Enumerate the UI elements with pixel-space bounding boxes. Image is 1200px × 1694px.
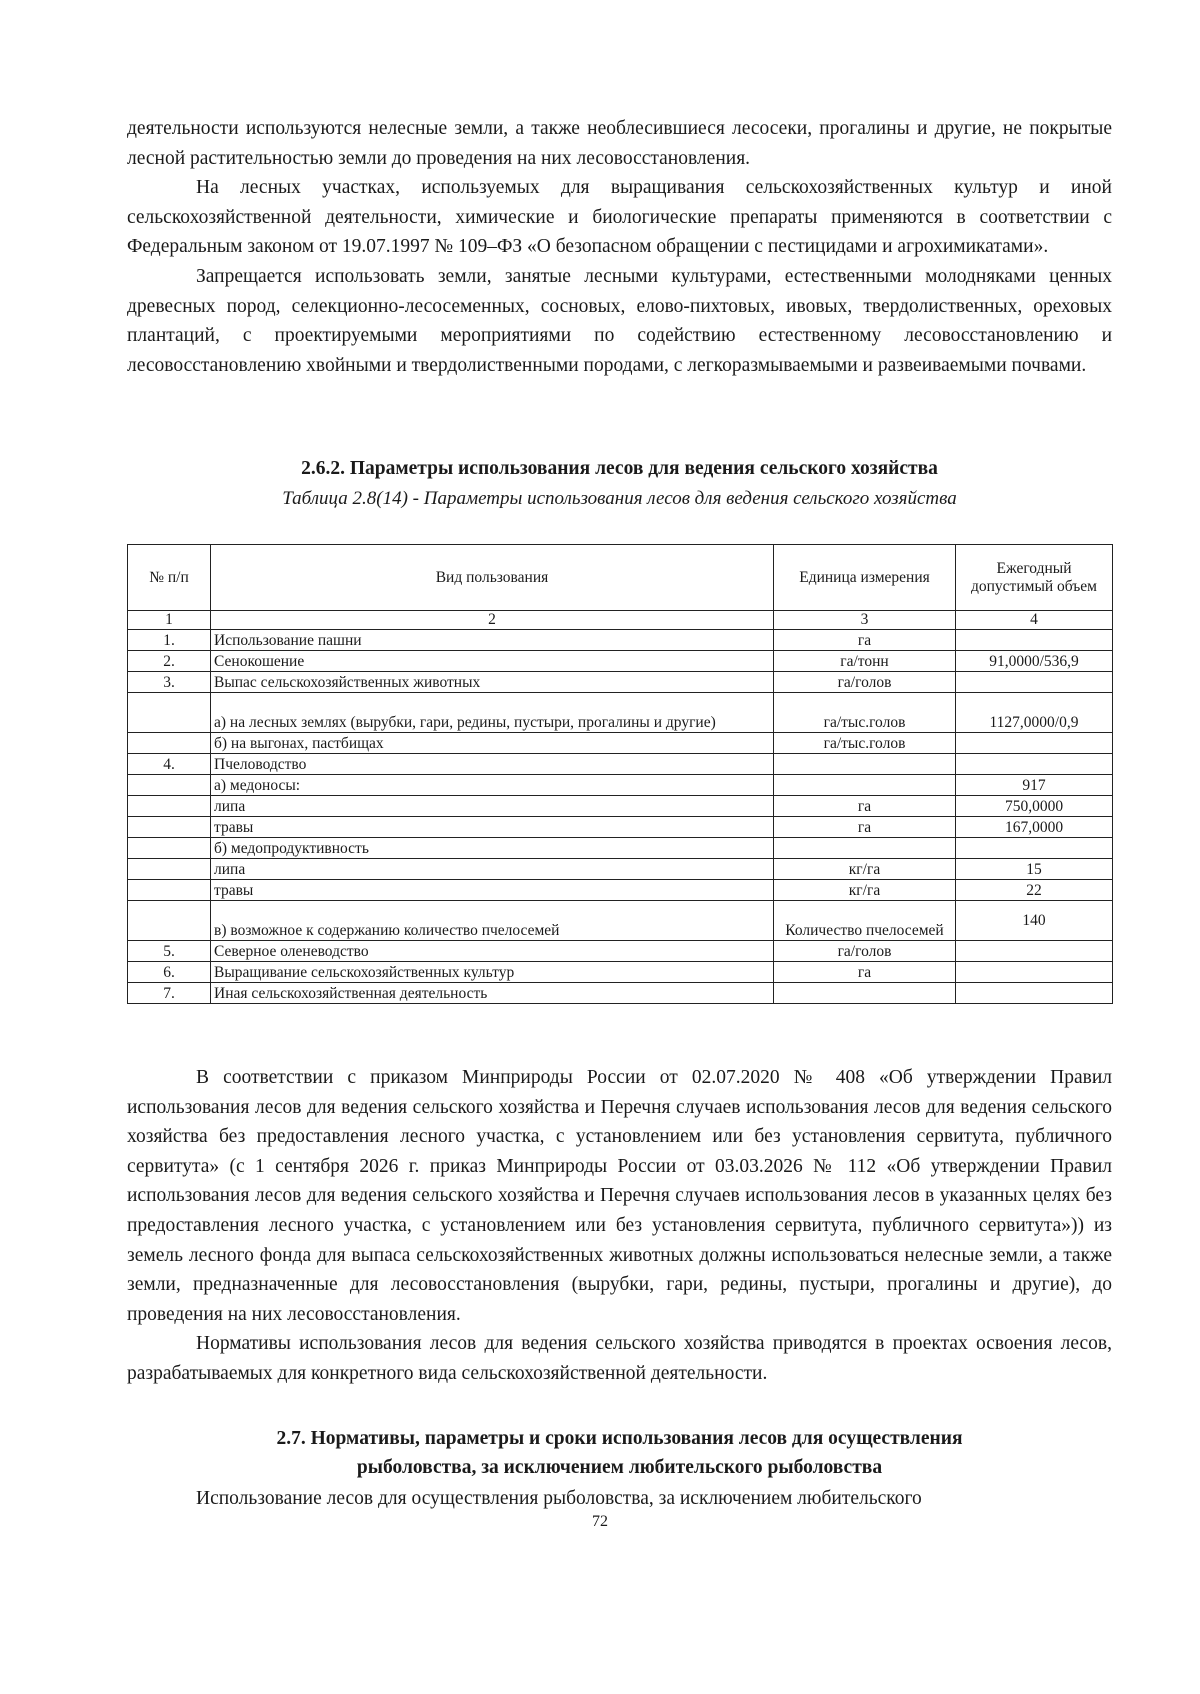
header-cell: № п/п — [128, 545, 211, 611]
unit-cell — [774, 754, 956, 775]
volume-cell — [956, 754, 1113, 775]
column-number-cell: 4 — [956, 611, 1113, 630]
header-cell: Единица измерения — [774, 545, 956, 611]
unit-cell — [774, 775, 956, 796]
table-row — [128, 983, 1113, 1004]
unit-cell: га/тонн — [774, 651, 956, 672]
volume-cell: 750,0000 — [956, 796, 1113, 817]
kind-cell: б) на выгонах, пастбищах — [211, 733, 774, 754]
volume-cell — [956, 838, 1113, 859]
table-row — [128, 796, 1113, 817]
row-number-cell — [128, 901, 211, 941]
table-row — [128, 775, 1113, 796]
table-row — [128, 880, 1113, 901]
kind-cell: липа — [211, 796, 774, 817]
paragraph: В соответствии с приказом Минприроды России от 02.07.2020 № 408 «Об утверждении Правил использования лесов для ведения сельского хозяйства и Перечня случаев использования лесов для ведения сельского хозяйства без предоставления лесного участка, с установлением или без установления сервитута, публичного сервитута» (с 1 сентября 2026 г. приказ Минприроды России от 03.03.2026 № 112 «Об утверждении Правил использования лесов для ведения сельского хозяйства и Перечня случаев использования лесов в указанных целях без предоставления лесного участка, с установлением или без установления сервитута, публичного сервитута»)) из земель лесного фонда для выпаса сельскохозяйственных животных должны использоваться нелесные земли, а также земли, предназначенные для лесовосстановления (вырубки, гари, редины, пустыри, прогалины и другие), до проведения на них лесовосстановления. — [127, 1067, 1112, 1325]
table-row — [128, 817, 1113, 838]
unit-cell: га — [774, 630, 956, 651]
volume-cell — [956, 962, 1113, 983]
kind-cell: травы — [211, 817, 774, 838]
row-number-cell: 4. — [128, 754, 211, 775]
volume-cell: 91,0000/536,9 — [956, 651, 1113, 672]
table-row — [128, 962, 1113, 983]
row-number-cell — [128, 817, 211, 838]
page-number: 72 — [592, 1513, 608, 1530]
parameters-table — [127, 544, 1113, 1004]
unit-cell: га — [774, 817, 956, 838]
kind-cell: Северное оленеводство — [211, 941, 774, 962]
volume-cell: 15 — [956, 859, 1113, 880]
paragraph-last: Использование лесов для осуществления рыболовства, за исключением любительского — [196, 1488, 922, 1509]
row-number-cell: 7. — [128, 983, 211, 1004]
table-row — [128, 859, 1113, 880]
kind-cell: липа — [211, 859, 774, 880]
table-row — [128, 838, 1113, 859]
row-number-cell: 2. — [128, 651, 211, 672]
kind-cell: Выращивание сельскохозяйственных культур — [211, 962, 774, 983]
row-number-cell — [128, 775, 211, 796]
kind-cell: а) медоносы: — [211, 775, 774, 796]
table-header-row — [128, 545, 1113, 611]
volume-cell — [956, 983, 1113, 1004]
kind-cell: Иная сельскохозяйственная деятельность — [211, 983, 774, 1004]
kind-cell: Использование пашни — [211, 630, 774, 651]
heading-line: 2.7. Нормативы, параметры и сроки использования лесов для осуществления — [276, 1428, 963, 1449]
table-row — [128, 901, 1113, 941]
unit-cell — [774, 838, 956, 859]
kind-cell: травы — [211, 880, 774, 901]
header-cell: Вид пользования — [211, 545, 774, 611]
table-row — [128, 941, 1113, 962]
unit-cell: кг/га — [774, 880, 956, 901]
volume-cell — [956, 672, 1113, 693]
table-row — [128, 693, 1113, 733]
heading-line: рыболовства, за исключением любительского рыболовства — [356, 1457, 883, 1478]
paragraph: Запрещается использовать земли, занятые лесными культурами, естественными молодняками ценных древесных пород, селекционно-лесосеменных, сосновых, елово-пихтовых, ивовых, твердолиственных, ореховых плантаций, с проектируемыми мероприятиями по содействию естественному лесовосстановлению и лесовосстановлению хвойными и твердолиственными породами, с легкоразмываемыми и развеиваемыми почвами. — [127, 265, 1112, 376]
volume-cell: 1127,0000/0,9 — [956, 693, 1113, 733]
header-cell: Ежегодный допустимый объем — [956, 545, 1113, 611]
kind-cell: а) на лесных землях (вырубки, гари, редины, пустыри, прогалины и другие) — [211, 693, 774, 733]
volume-cell: 22 — [956, 880, 1113, 901]
column-number-row — [128, 611, 1113, 630]
table-row — [128, 630, 1113, 651]
unit-cell: кг/га — [774, 859, 956, 880]
unit-cell: га/тыс.голов — [774, 693, 956, 733]
row-number-cell: 1. — [128, 630, 211, 651]
table-row — [128, 733, 1113, 754]
row-number-cell: 6. — [128, 962, 211, 983]
table-row — [128, 651, 1113, 672]
kind-cell: Пчеловодство — [211, 754, 774, 775]
paragraph: деятельности используются нелесные земли, а также необлесившиеся лесосеки, прогалины и другие, не покрытые лесной растительностью земли до проведения на них лесовосстановления. — [127, 118, 1112, 169]
table-row — [128, 672, 1113, 693]
table-row — [128, 754, 1113, 775]
paragraph: На лесных участках, используемых для выращивания сельскохозяйственных культур и иной сельскохозяйственной деятельности, химические и биологические препараты применяются в соответствии с Федеральным законом от 19.07.1997 № 109–ФЗ «О безопасном обращении с пестицидами и агрохимикатами». — [127, 177, 1112, 258]
bottom-text-block — [127, 1063, 1112, 1389]
unit-cell: га/голов — [774, 672, 956, 693]
unit-cell: га/голов — [774, 941, 956, 962]
row-number-cell — [128, 880, 211, 901]
unit-cell — [774, 983, 956, 1004]
row-number-cell — [128, 796, 211, 817]
paragraph: Нормативы использования лесов для ведения сельского хозяйства приводятся в проектах освоения лесов, разрабатываемых для конкретного вида сельскохозяйственной деятельности. — [127, 1333, 1112, 1384]
unit-cell: га — [774, 796, 956, 817]
row-number-cell — [128, 838, 211, 859]
column-number-cell: 1 — [128, 611, 211, 630]
unit-cell: га/тыс.голов — [774, 733, 956, 754]
table-caption: Таблица 2.8(14) - Параметры использования лесов для ведения сельского хозяйства — [282, 488, 957, 509]
unit-cell: Количество пчелосемей — [774, 901, 956, 941]
volume-cell — [956, 733, 1113, 754]
column-number-cell: 3 — [774, 611, 956, 630]
row-number-cell — [128, 693, 211, 733]
volume-cell — [956, 630, 1113, 651]
section-heading: 2.6.2. Параметры использования лесов для ведения сельского хозяйства — [301, 458, 938, 479]
row-number-cell — [128, 733, 211, 754]
section-heading-2 — [127, 1424, 1112, 1482]
row-number-cell: 5. — [128, 941, 211, 962]
column-number-cell: 2 — [211, 611, 774, 630]
kind-cell: в) возможное к содержанию количество пчелосемей — [211, 901, 774, 941]
volume-cell — [956, 941, 1113, 962]
kind-cell: б) медопродуктивность — [211, 838, 774, 859]
kind-cell: Выпас сельскохозяйственных животных — [211, 672, 774, 693]
kind-cell: Сенокошение — [211, 651, 774, 672]
top-text-block — [127, 114, 1112, 380]
volume-cell: 167,0000 — [956, 817, 1113, 838]
volume-cell: 917 — [956, 775, 1113, 796]
row-number-cell: 3. — [128, 672, 211, 693]
volume-cell: 140 — [956, 901, 1113, 941]
unit-cell: га — [774, 962, 956, 983]
row-number-cell — [128, 859, 211, 880]
